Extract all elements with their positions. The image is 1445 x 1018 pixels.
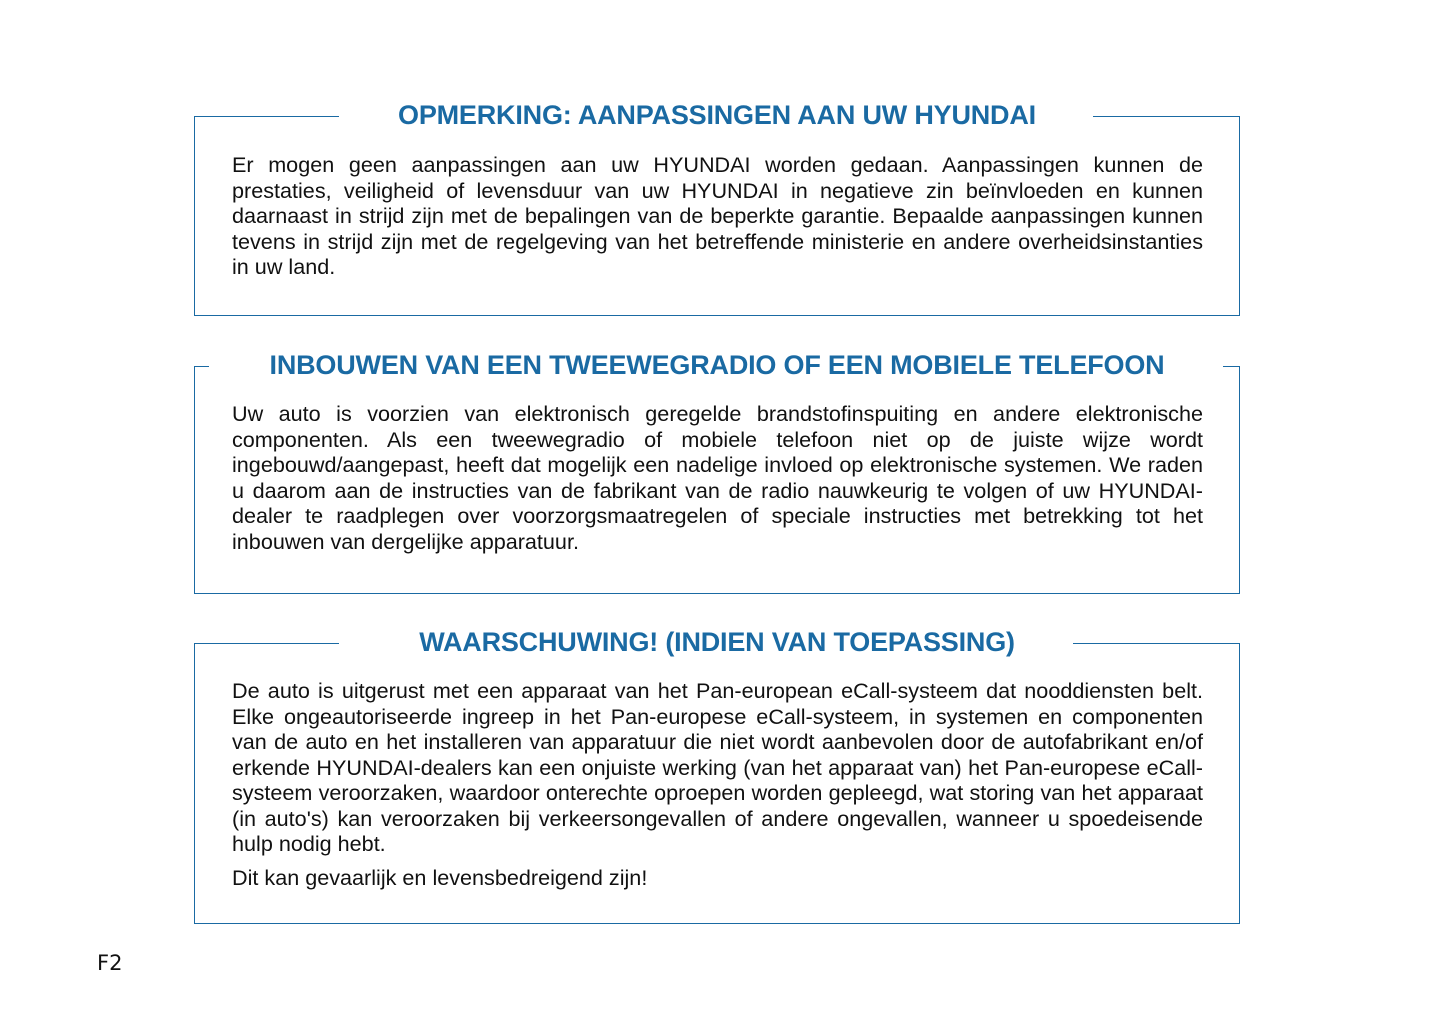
section-body — [232, 152, 1203, 280]
section-body — [232, 678, 1203, 890]
warning-box-ecall — [194, 627, 1240, 924]
section-title: WAARSCHUWING! (INDIEN VAN TOEPASSING) — [419, 627, 1015, 657]
section-title: INBOUWEN VAN EEN TWEEWEGRADIO OF EEN MOBIELE TELEFOON — [269, 350, 1165, 380]
section-paragraph: De auto is uitgerust met een apparaat van het Pan-european eCall-systeem dat nooddiensten belt. Elke ongeautoriseerde ingreep in het Pan-europese eCall-systeem, in systemen en componenten van de auto en het installeren van apparatuur die niet wordt aanbevolen door de autofabrikant en/of erkende HYUNDAI-dealers kan een onjuiste werking (van het apparaat van) het Pan-europese eCall-systeem veroorzaken, waardoor onterechte oproepen worden gepleegd, wat storing van het apparaat (in auto's) kan veroorzaken bij verkeersongevallen of andere ongevallen, wanneer u spoedeisende hulp nodig hebt. — [232, 678, 1203, 856]
section-paragraph: Dit kan gevaarlijk en levensbedreigend zijn! — [232, 864, 648, 890]
section-paragraph: Er mogen geen aanpassingen aan uw HYUNDAI worden gedaan. Aanpassingen kunnen de prestaties, veiligheid of levensduur van uw HYUNDAI in negatieve zin beïnvloeden en kunnen daarnaast in strijd zijn met de bepalingen van de beperkte garantie. Bepaalde aanpassingen kunnen tevens in strijd zijn met de regelgeving van het betreffende ministerie en andere overheidsinstanties in uw land. — [232, 152, 1203, 279]
page-number: F2 — [97, 951, 123, 975]
notice-box-radio-installation — [194, 350, 1240, 594]
notice-box-modifications — [194, 100, 1240, 316]
section-paragraph: Uw auto is voorzien van elektronisch geregelde brandstofinspuiting en andere elektronische componenten. Als een tweewegradio of mobiele telefoon niet op de juiste wijze wordt ingebouwd/aangepast, heeft dat mogelijk een nadelige invloed op elektronische systemen. We raden u daarom aan de instructies van de fabrikant van de radio nauwkeurig te volgen of uw HYUNDAI-dealer te raadplegen over voorzorgsmaatregelen of speciale instructies met betrekking tot het inbouwen van dergelijke apparatuur. — [232, 401, 1203, 554]
section-body — [232, 401, 1203, 554]
section-title: OPMERKING: AANPASSINGEN AAN UW HYUNDAI — [398, 100, 1036, 130]
